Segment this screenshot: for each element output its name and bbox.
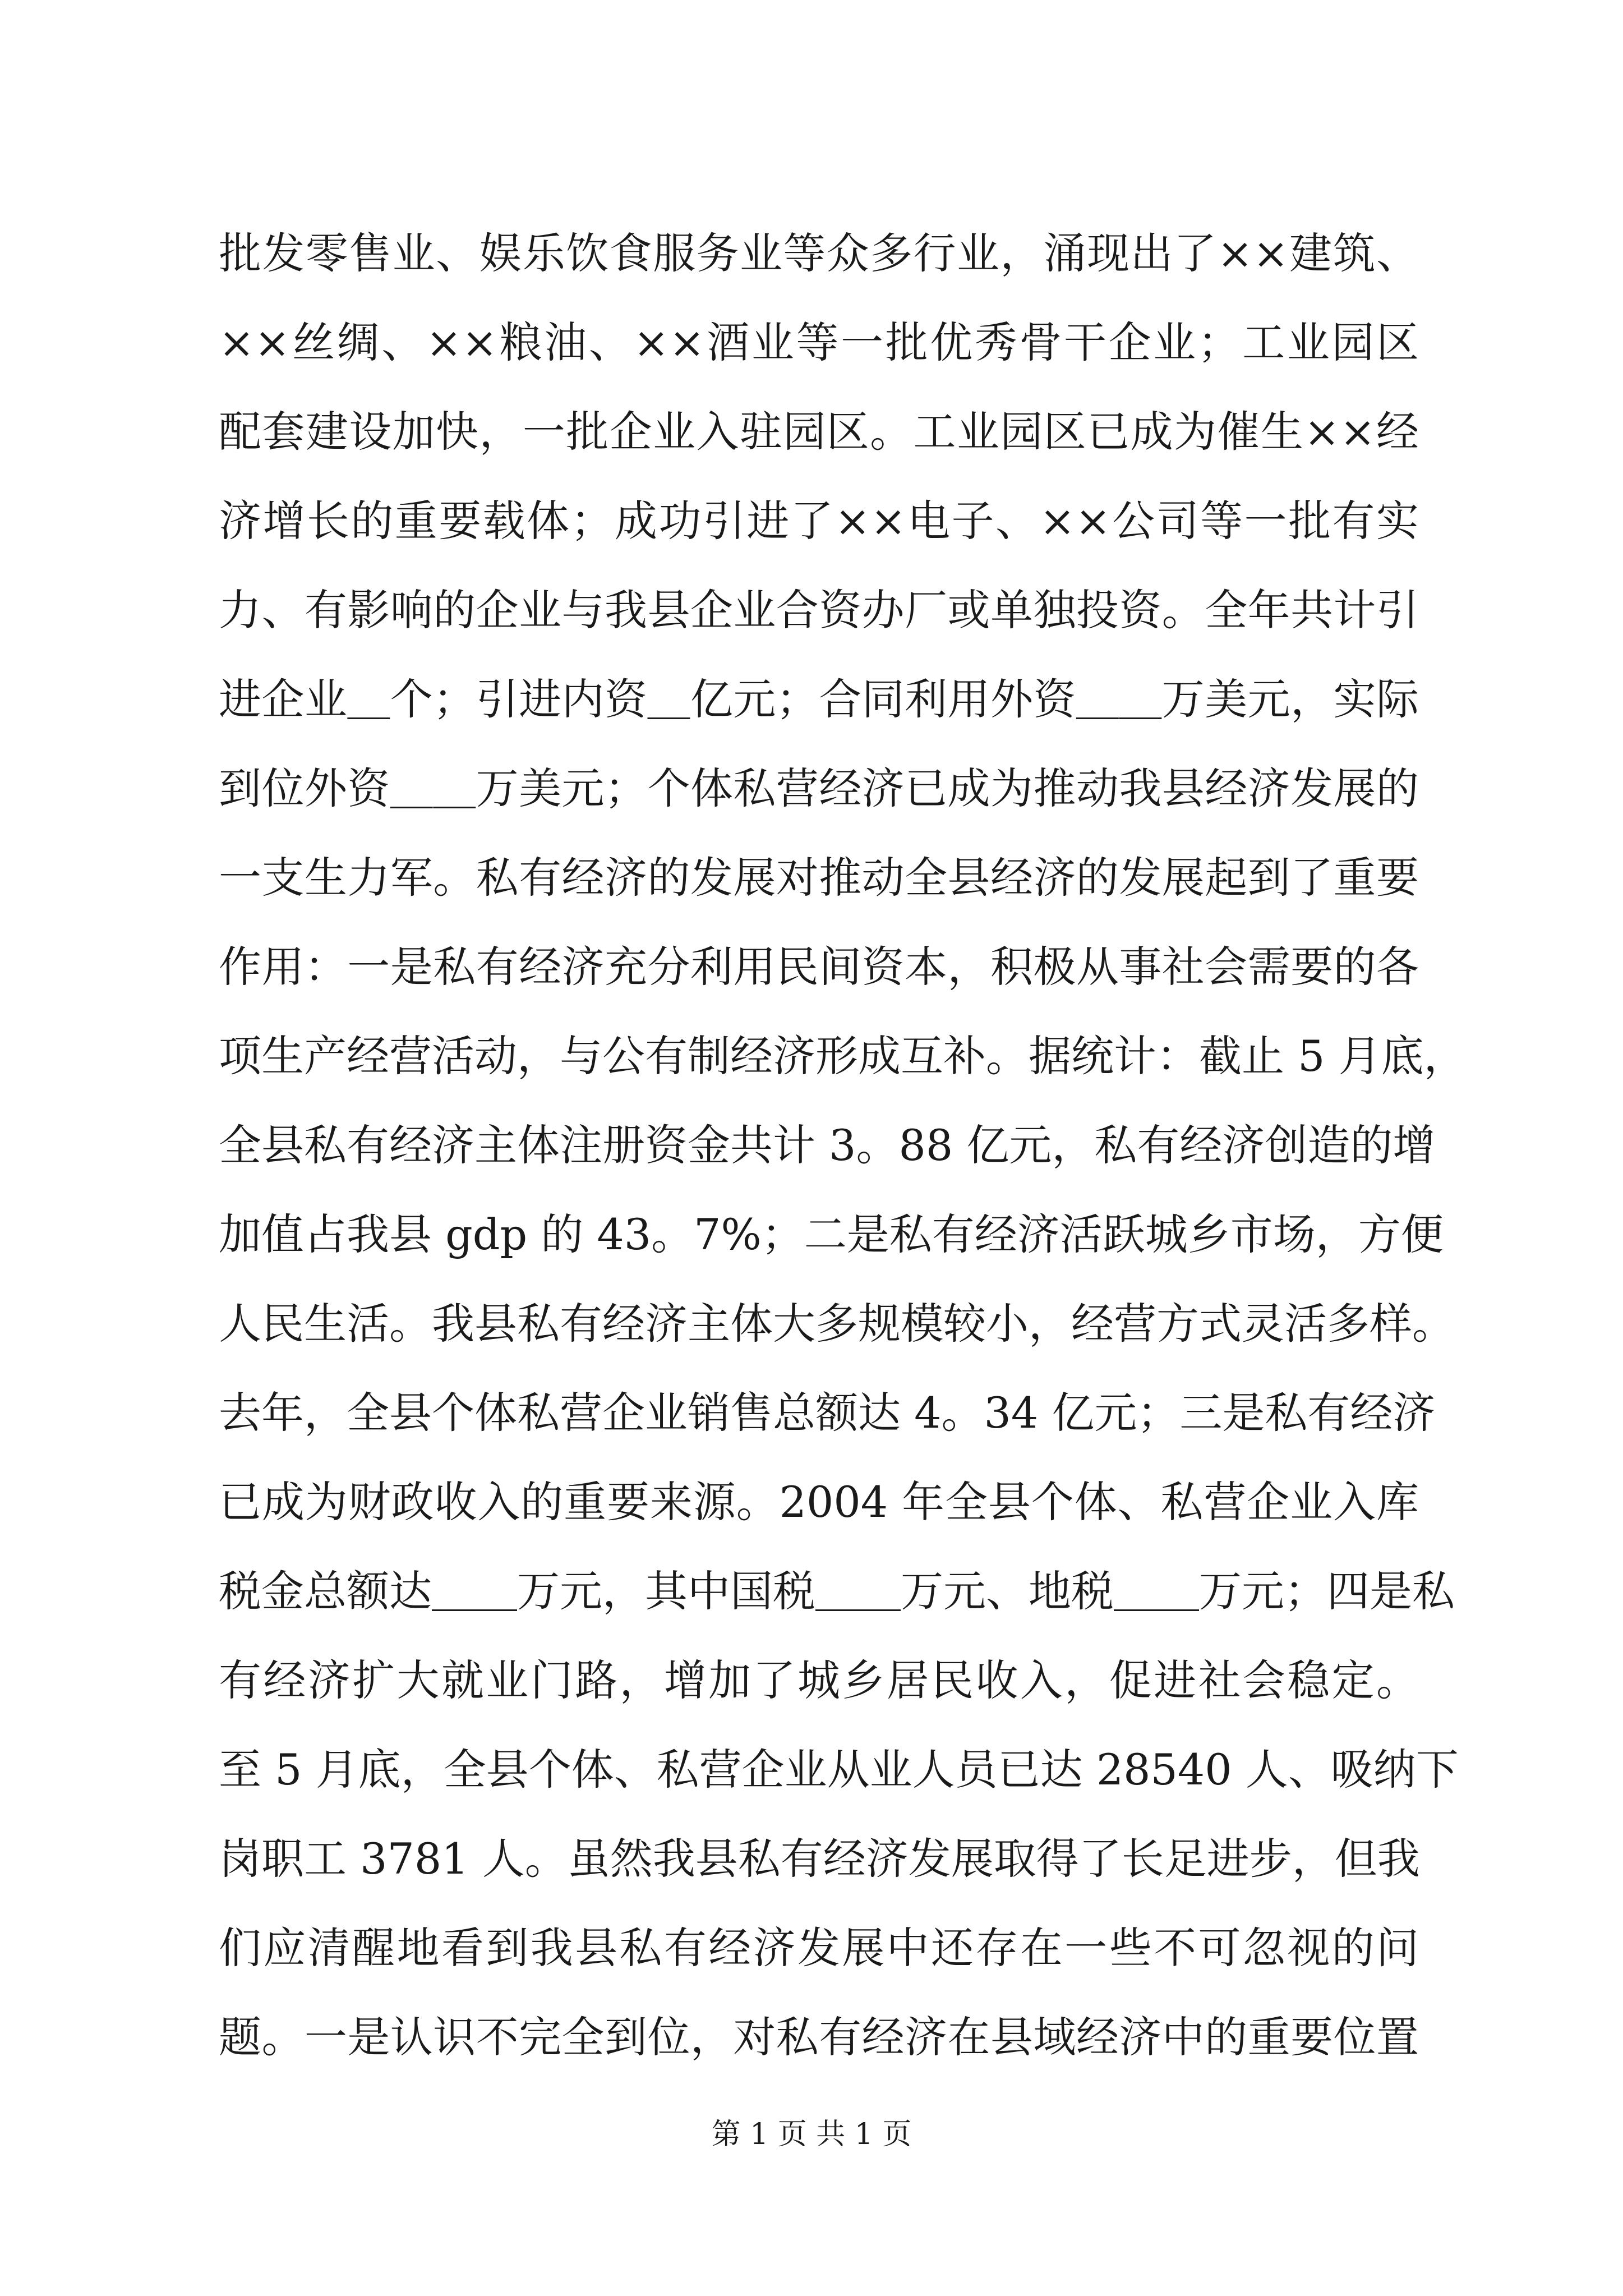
text-line: 税金总额达＿＿万元，其中国税＿＿万元、地税＿＿万元；四是私	[219, 1566, 1455, 1616]
text-line: 去年，全县个体私营企业销售总额达 4。34 亿元；三是私有经济	[219, 1388, 1436, 1438]
text-line: 全县私有经济主体注册资金共计 3。88 亿元，私有经济创造的增	[219, 1120, 1436, 1170]
text-line: 济增长的重要载体；成功引进了××电子、××公司等一批有实	[219, 496, 1419, 546]
text-line: 一支生力军。私有经济的发展对推动全县经济的发展起到了重要	[219, 853, 1419, 903]
text-line: 已成为财政收入的重要来源。2004 年全县个体、私营企业入库	[219, 1477, 1419, 1527]
page-footer	[0, 2115, 1623, 2154]
text-line: 力、有影响的企业与我县企业合资办厂或单独投资。全年共计引	[219, 585, 1419, 635]
text-line: 人民生活。我县私有经济主体大多规模较小，经营方式灵活多样。	[219, 1299, 1455, 1349]
text-line: 们应清醒地看到我县私有经济发展中还存在一些不可忽视的问	[219, 1923, 1419, 1973]
text-line: 到位外资＿＿万美元；个体私营经济已成为推动我县经济发展的	[219, 763, 1419, 813]
text-line: 有经济扩大就业门路，增加了城乡居民收入，促进社会稳定。	[219, 1655, 1419, 1705]
page-number-label: 第 1 页 共 1 页	[711, 2118, 912, 2151]
text-line: 题。一是认识不完全到位，对私有经济在县域经济中的重要位置	[219, 2012, 1419, 2062]
text-line: 批发零售业、娱乐饮食服务业等众多行业，涌现出了××建筑、	[219, 228, 1419, 278]
body-paragraph	[219, 209, 1467, 2082]
text-line: 进企业＿个；引进内资＿亿元；合同利用外资＿＿万美元，实际	[219, 674, 1419, 724]
text-line: 配套建设加快，一批企业入驻园区。工业园区已成为催生××经	[219, 407, 1419, 457]
text-line: 作用：一是私有经济充分利用民间资本，积极从事社会需要的各	[219, 942, 1419, 992]
text-line: 加值占我县 gdp 的 43。7%；二是私有经济活跃城乡市场，方便	[219, 1209, 1444, 1259]
text-line: 至 5 月底，全县个体、私营企业从业人员已达 28540 人、吸纳下	[219, 1745, 1459, 1795]
text-line: 岗职工 3781 人。虽然我县私有经济发展取得了长足进步，但我	[219, 1834, 1420, 1884]
text-line: 项生产经营活动，与公有制经济形成互补。据统计：截止 5 月底，	[219, 1031, 1467, 1081]
text-line: ××丝绸、××粮油、××酒业等一批优秀骨干企业；工业园区	[219, 318, 1419, 367]
